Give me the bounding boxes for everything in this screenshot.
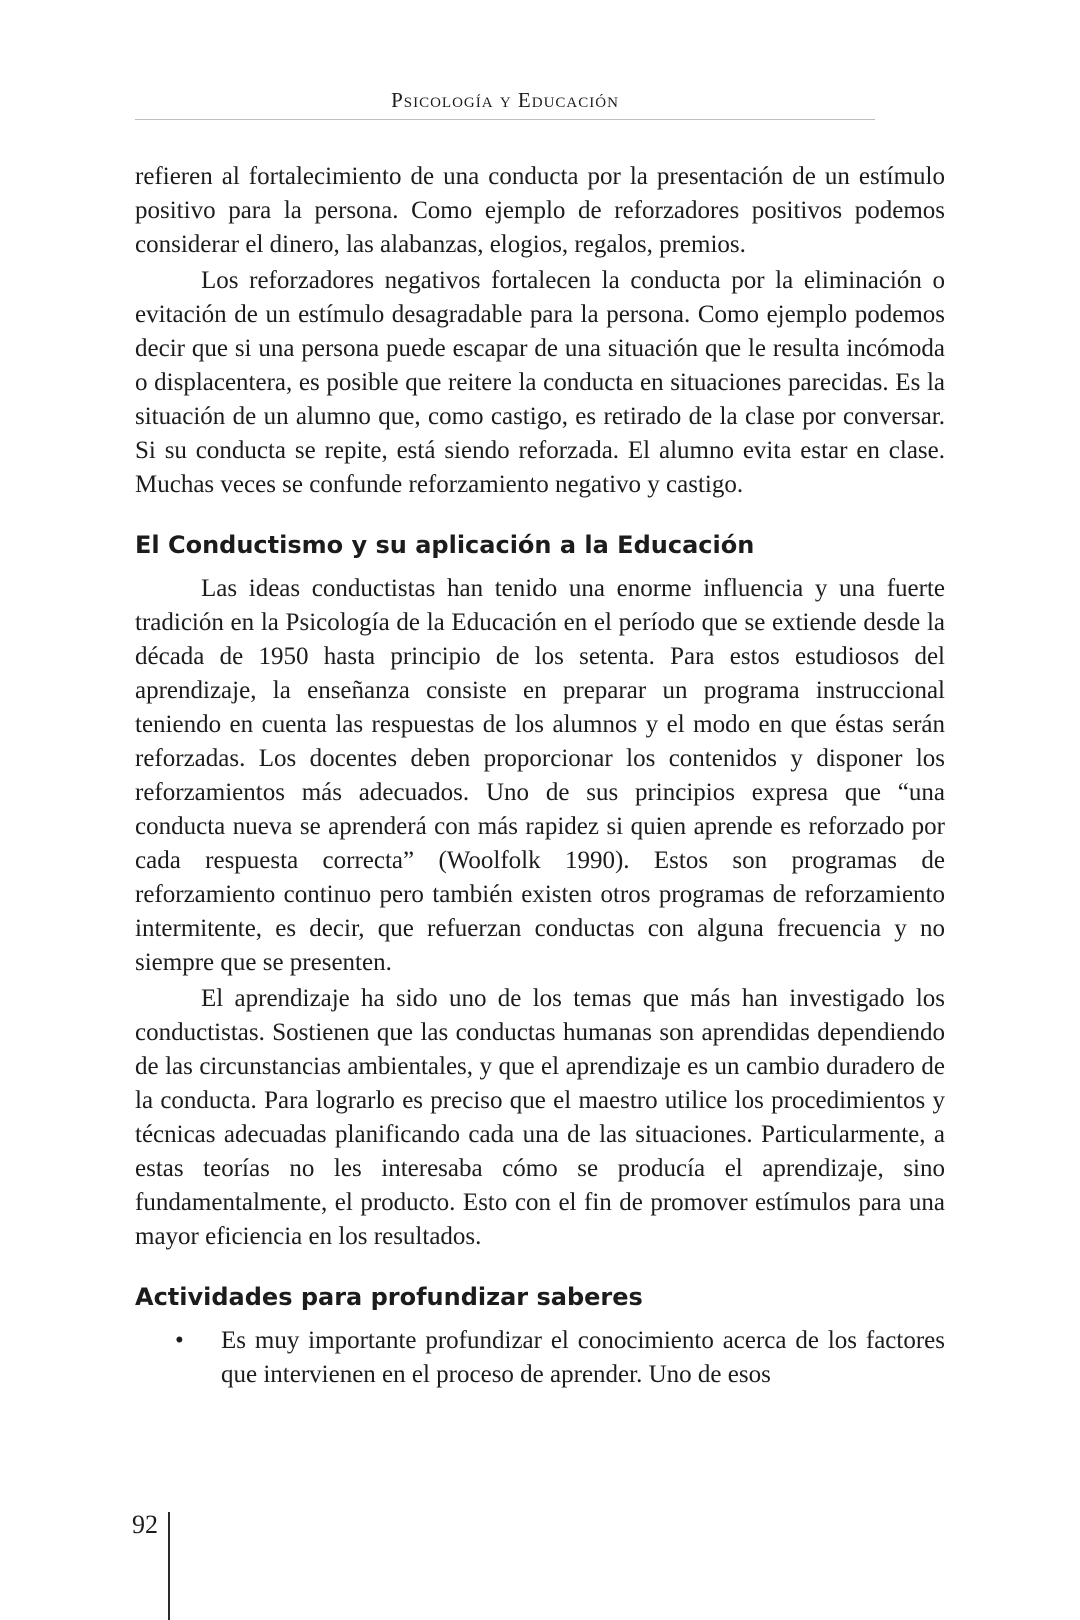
page-number-rule: [168, 1512, 170, 1620]
running-header: Psicología y Educación: [135, 88, 875, 120]
page-number: 92: [132, 1510, 158, 1539]
activities-list: [135, 1324, 945, 1392]
section-heading-actividades: Actividades para profundizar saberes: [135, 1283, 643, 1311]
bullet-icon: •: [175, 1327, 184, 1354]
paragraph-ideas-conductistas: Las ideas conductistas han tenido una enorme influencia y una fuerte tradición en la Psicología de la Educación en el período que se extiende desde la década de 1950 hasta principio de los setenta. Para estos estudiosos del aprendizaje, la enseñanza consiste en preparar un programa instruccional teniendo en cuenta las respuestas de los alumnos y el modo en que éstas serán reforzadas. Los docentes deben proporcionar los contenidos y disponer los reforzamientos más adecuados. Uno de sus principios expresa que “una conducta nueva se aprenderá con más rapidez si quien aprende es reforzado por cada respuesta correcta” (Woolfolk 1990). Estos son programas de reforzamiento continuo pero también existen otros programas de reforzamiento intermitente, es decir, que refuerzan conductas con alguna frecuencia y no siempre que se presenten.: [135, 575, 945, 976]
paragraph-reforzadores-negativos: Los reforzadores negativos fortalecen la conducta por la eliminación o evitación de un estímulo desagradable para la persona. Como ejemplo podemos decir que si una persona puede escapar de una situación que le resulta incómoda o displacentera, es posible que reitere la conducta en situaciones parecidas. Es la situación de un alumno que, como castigo, es retirado de la clase por conversar. Si su conducta se repite, está siendo reforzada. El alumno evita estar en clase. Muchas veces se confunde reforzamiento negativo y castigo.: [135, 267, 945, 498]
page-body: [135, 160, 945, 1392]
list-item: [135, 1324, 945, 1392]
section-heading-conductismo: El Conductismo y su aplicación a la Educación: [135, 531, 755, 559]
paragraph-aprendizaje: El aprendizaje ha sido uno de los temas que más han investigado los conductistas. Sostienen que las conductas humanas son aprendidas dependiendo de las circunstancias ambientales, y que el aprendizaje es un cambio duradero de la conducta. Para lograrlo es preciso que el maestro utilice los procedimientos y técnicas adecuadas planificando cada una de las situaciones. Particularmente, a estas teorías no les interesaba cómo se producía el aprendizaje, sino fundamentalmente, el producto. Esto con el fin de promover estímulos para una mayor eficiencia en los resultados.: [135, 985, 945, 1250]
paragraph-reforzadores-positivos: refieren al fortalecimiento de una conducta por la presentación de un estímulo positivo para la persona. Como ejemplo de reforzadores positivos podemos considerar el dinero, las alabanzas, elogios, regalos, premios.: [135, 163, 945, 258]
list-item-text: Es muy importante profundizar el conocimiento acerca de los factores que intervienen en el proceso de aprender. Uno de esos: [221, 1327, 945, 1388]
